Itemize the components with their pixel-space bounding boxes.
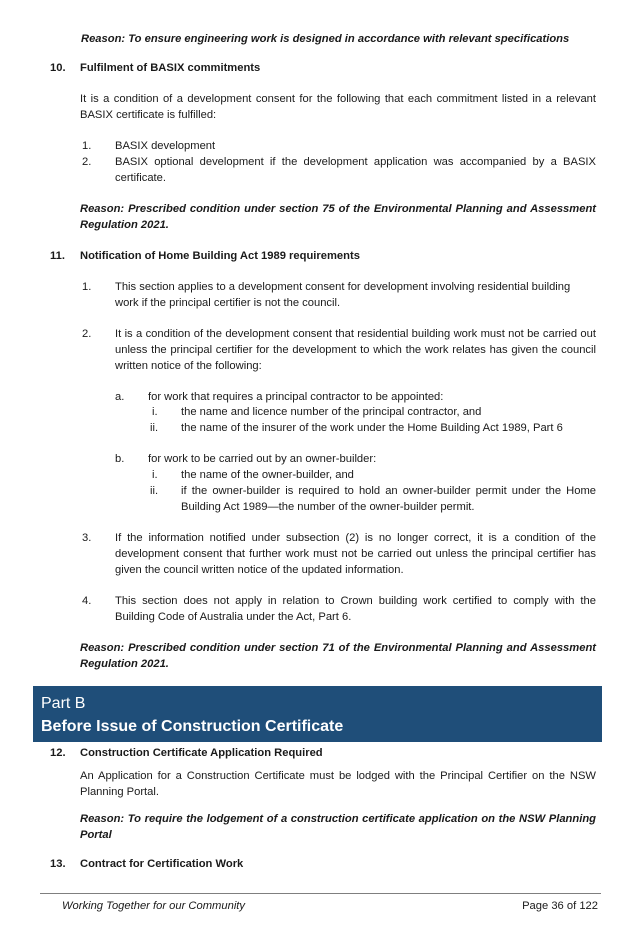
section-11-sub-b-i-number: i. xyxy=(152,469,158,481)
section-11-item-4-text: This section does not apply in relation to Crown building work certified to comply with the Building Code of Australia under the Act, Part 6. xyxy=(115,595,596,623)
section-10-intro: It is a condition of a development consent for the following that each commitment listed in a relevant BASIX certificate is fulfilled: xyxy=(80,93,596,121)
section-12-body: An Application for a Construction Certificate must be lodged with the Principal Certifier on the NSW Planning Portal. xyxy=(80,770,596,798)
top-reason: Reason: To ensure engineering work is designed in accordance with relevant specifications xyxy=(81,33,570,45)
page-number: Page 36 of 122 xyxy=(522,900,598,912)
section-13-number: 13. xyxy=(50,858,66,870)
section-10-item-1-number: 1. xyxy=(82,140,92,152)
section-11-item-3-text: If the information notified under subsection (2) is no longer correct, it is a condition of the development consent that further work must not be carried out unless the principal certifier has given the council written notice of the updated information. xyxy=(115,532,596,576)
section-11-title: Notification of Home Building Act 1989 requirements xyxy=(80,250,360,262)
section-11-sub-b-ii-number: ii. xyxy=(150,485,159,497)
section-11-sub-a-letter: a. xyxy=(115,391,125,403)
section-11-sub-b-letter: b. xyxy=(115,453,125,465)
section-11-sub-a-ii-number: ii. xyxy=(150,422,159,434)
section-11-item-1-text: This section applies to a development consent for development involving residential building work if the principal certifier is not the council. xyxy=(115,281,571,309)
section-11-sub-a-text: for work that requires a principal contractor to be appointed: xyxy=(148,391,444,403)
section-10-number: 10. xyxy=(50,62,66,74)
section-10-reason: Reason: Prescribed condition under section 75 of the Environmental Planning and Assessment Regulation 2021. xyxy=(80,203,596,231)
section-11-item-1-number: 1. xyxy=(82,281,92,293)
part-b-banner xyxy=(33,686,602,742)
section-11-sub-b-i-text: the name of the owner-builder, and xyxy=(181,469,354,481)
section-11-item-4-number: 4. xyxy=(82,595,92,607)
section-12-title: Construction Certificate Application Required xyxy=(80,747,323,759)
section-10-item-2-text: BASIX optional development if the development application was accompanied by a BASIX certificate. xyxy=(115,156,596,184)
part-b-label: Part B xyxy=(41,695,86,712)
section-12-reason: Reason: To require the lodgement of a construction certificate application on the NSW Planning Portal xyxy=(80,813,596,841)
section-11-item-2-text: It is a condition of the development consent that residential building work must not be carried out unless the principal certifier for the development to which the work relates has given the council written notice of the following: xyxy=(115,328,596,372)
section-11-sub-a-i-text: the name and licence number of the principal contractor, and xyxy=(181,406,482,418)
section-11-number: 11. xyxy=(50,250,65,262)
section-10-item-2-number: 2. xyxy=(82,156,92,168)
section-10-item-1-text: BASIX development xyxy=(115,140,216,152)
section-11-item-3-number: 3. xyxy=(82,532,92,544)
section-12-number: 12. xyxy=(50,747,66,759)
section-11-reason: Reason: Prescribed condition under section 71 of the Environmental Planning and Assessment Regulation 2021. xyxy=(80,642,596,670)
footer-divider xyxy=(40,893,601,894)
section-11-item-2-number: 2. xyxy=(82,328,92,340)
section-13-title: Contract for Certification Work xyxy=(80,858,244,870)
footer-slogan: Working Together for our Community xyxy=(62,900,246,912)
section-11-sub-a-i-number: i. xyxy=(152,406,158,418)
part-b-title: Before Issue of Construction Certificate xyxy=(41,718,344,735)
section-11-sub-a-ii-text: the name of the insurer of the work under the Home Building Act 1989, Part 6 xyxy=(181,422,563,434)
section-11-sub-b-text: for work to be carried out by an owner-builder: xyxy=(148,453,377,465)
section-11-sub-b-ii-text: if the owner-builder is required to hold an owner-builder permit under the Home Building Act 1989—the number of the owner-builder permit. xyxy=(181,485,596,513)
section-10-title: Fulfilment of BASIX commitments xyxy=(80,62,261,74)
